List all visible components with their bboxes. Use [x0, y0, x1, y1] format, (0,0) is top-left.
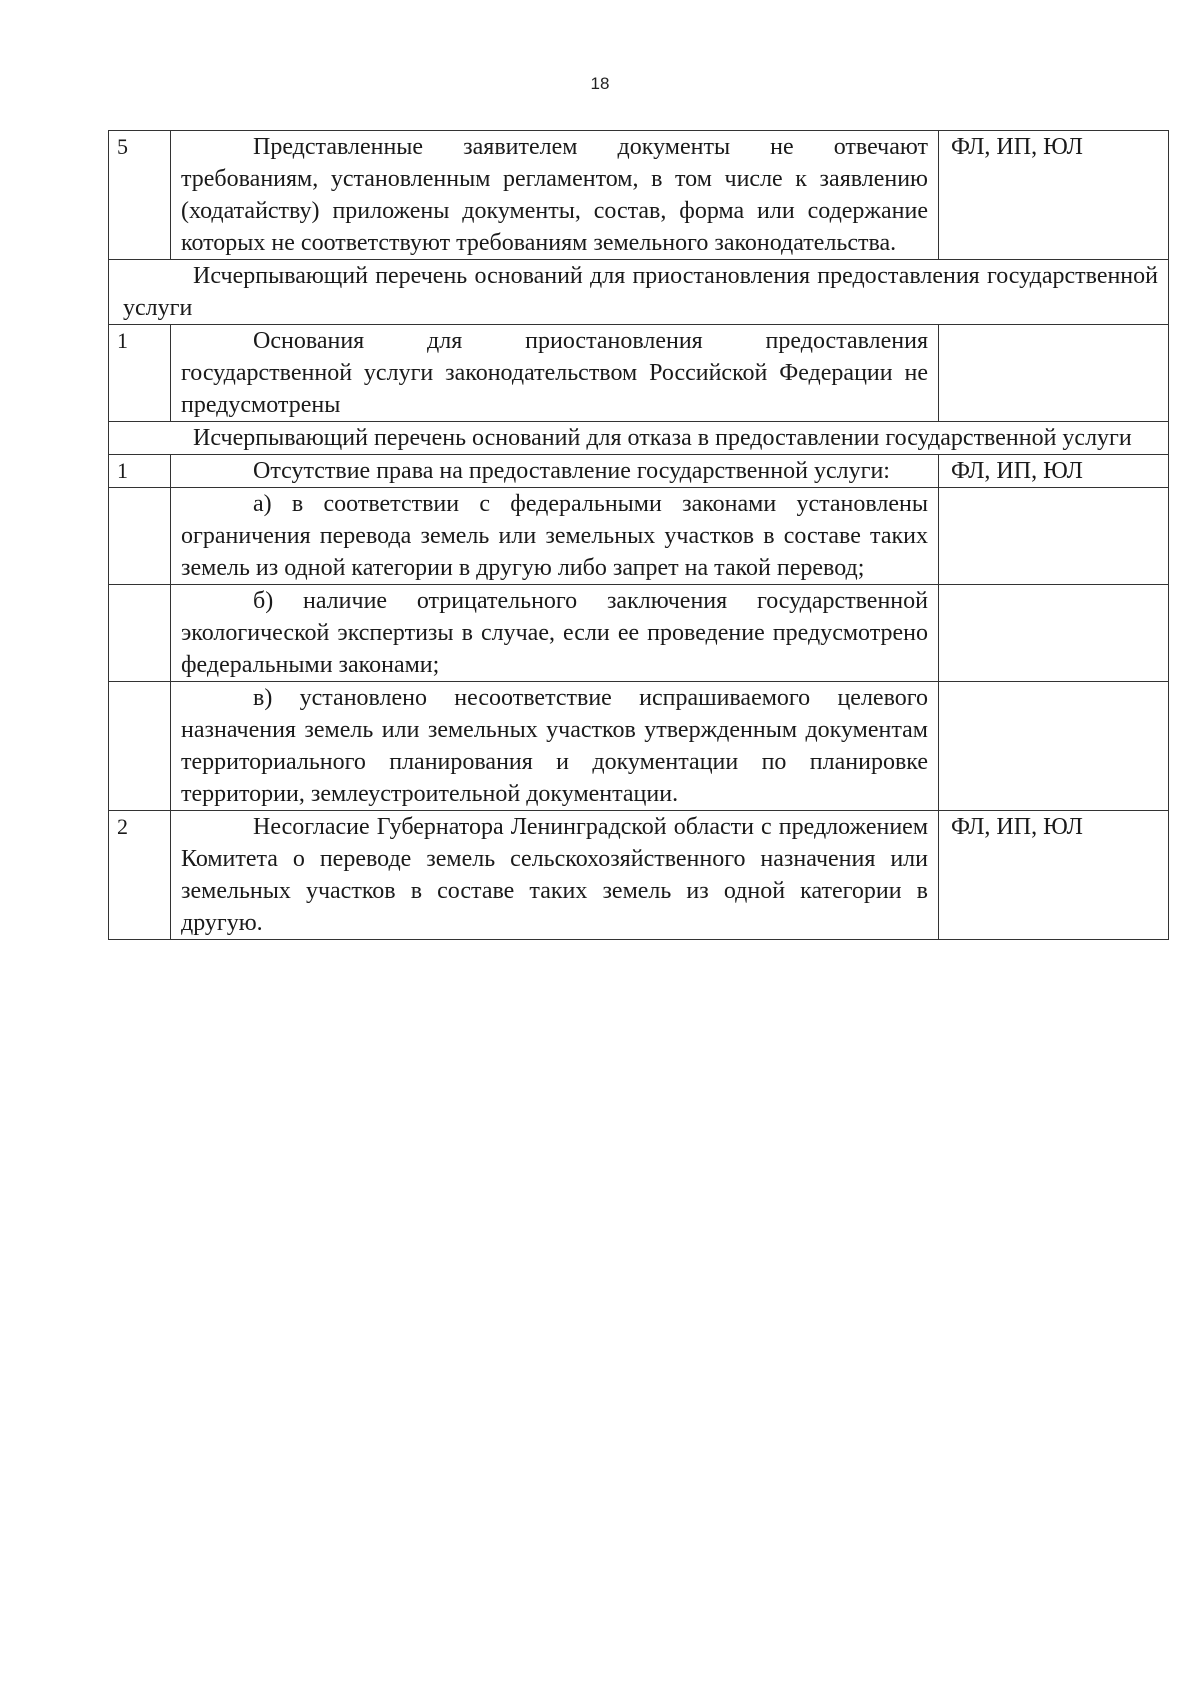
row-text: Основания для приостановления предоставления государственной услуги законодательством Российской Федерации не предусмотрены [181, 328, 928, 418]
applicant-categories [939, 682, 1169, 811]
table-row [109, 455, 1169, 488]
table-row [109, 488, 1169, 585]
row-number [109, 682, 171, 811]
row-number: 1 [109, 325, 171, 422]
applicant-categories [939, 585, 1169, 682]
row-text: Отсутствие права на предоставление государственной услуги: [253, 458, 890, 484]
table-row [109, 682, 1169, 811]
table-row [109, 131, 1169, 260]
section-heading: Исчерпывающий перечень оснований для отказа в предоставлении государственной услуги [193, 425, 1132, 451]
applicant-categories: ФЛ, ИП, ЮЛ [939, 811, 1169, 940]
applicant-categories: ФЛ, ИП, ЮЛ [939, 455, 1169, 488]
row-text: б) наличие отрицательного заключения государственной экологической экспертизы в случае, если ее проведение предусмотрено федеральными законами; [181, 588, 928, 678]
row-number [109, 585, 171, 682]
section-heading-row [109, 260, 1169, 325]
grounds-table [108, 130, 1169, 940]
table-row [109, 585, 1169, 682]
row-number: 2 [109, 811, 171, 940]
section-heading: Исчерпывающий перечень оснований для приостановления предоставления государственной услуги [123, 263, 1158, 321]
table-row [109, 811, 1169, 940]
page-number: 18 [590, 74, 610, 93]
applicant-categories: ФЛ, ИП, ЮЛ [939, 131, 1169, 260]
section-heading-row [109, 422, 1169, 455]
row-number: 5 [109, 131, 171, 260]
applicant-categories [939, 325, 1169, 422]
row-text: Представленные заявителем документы не отвечают требованиям, установленным регламентом, в том числе к заявлению (ходатайству) приложены документы, состав, форма или содержание которых не соответствуют требованиям земельного законодательства. [181, 134, 928, 256]
row-number: 1 [109, 455, 171, 488]
row-number [109, 488, 171, 585]
row-text: а) в соответствии с федеральными законами установлены ограничения перевода земель или земельных участков в составе таких земель из одной категории в другую либо запрет на такой перевод; [181, 491, 928, 581]
row-text: Несогласие Губернатора Ленинградской области с предложением Комитета о переводе земель сельскохозяйственного назначения или земельных участков в составе таких земель из одной категории в другую. [181, 814, 928, 936]
table-row [109, 325, 1169, 422]
row-text: в) установлено несоответствие испрашиваемого целевого назначения земель или земельных участков утвержденным документам территориального планирования и документации по планировке территории, землеустроительной документации. [181, 685, 928, 807]
applicant-categories [939, 488, 1169, 585]
